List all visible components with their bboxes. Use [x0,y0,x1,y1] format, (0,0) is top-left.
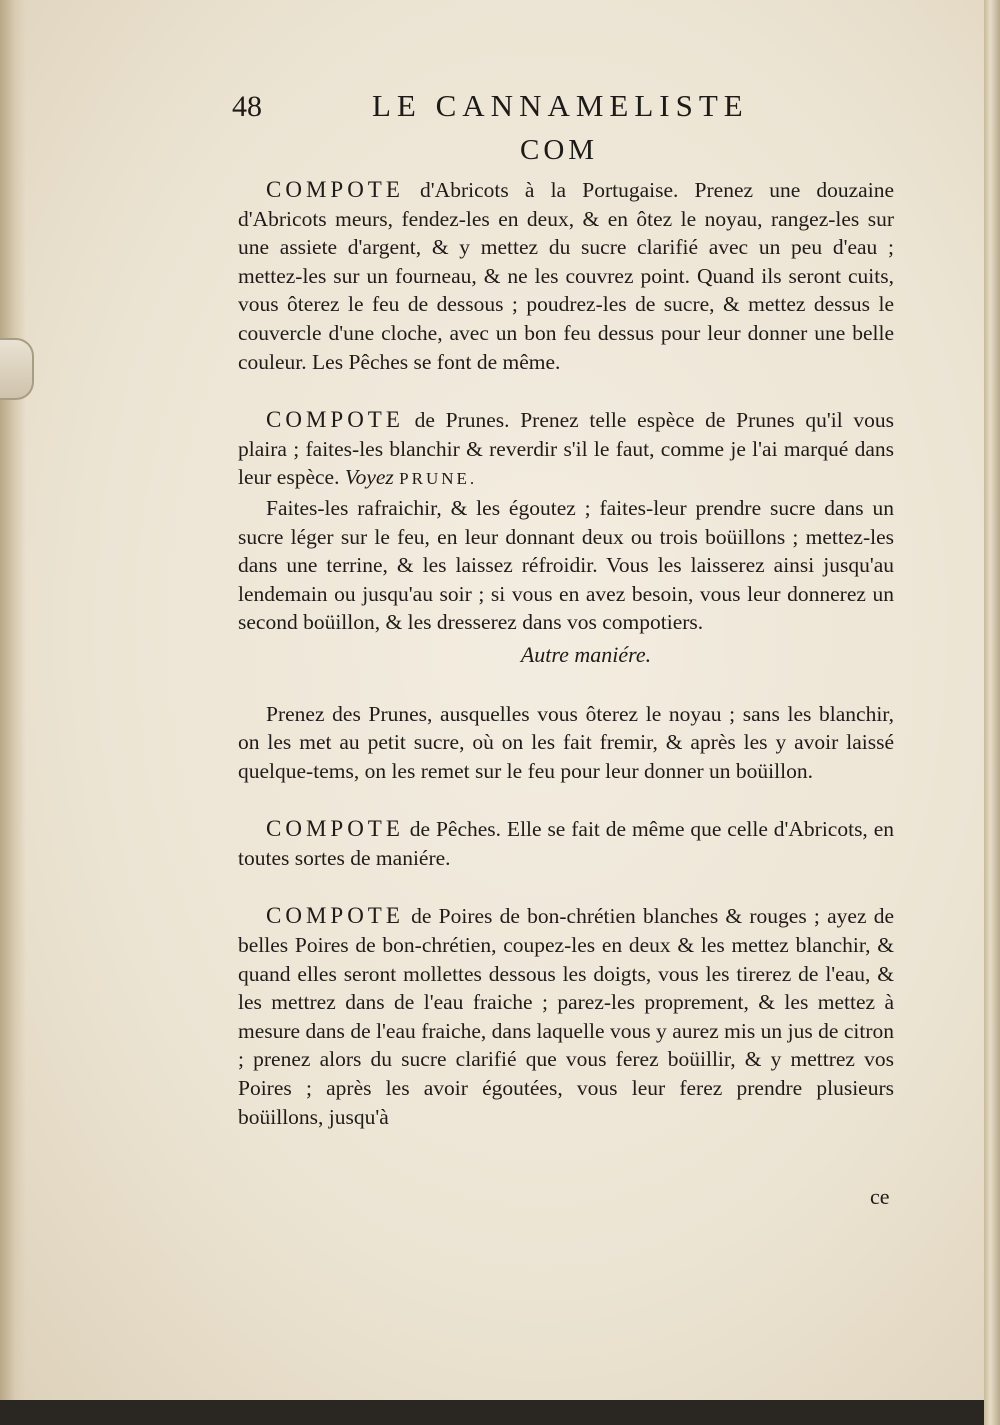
running-title: LE CANNAMELISTE [372,88,749,123]
entry-prunes [238,406,894,494]
entry-abricots [238,176,894,376]
page-body [238,176,894,1131]
subheading: Autre maniére. [520,641,652,667]
book-gutter [0,0,26,1400]
entry-peches [238,815,894,872]
next-leaf-edge [984,0,1000,1425]
page-clip [0,338,34,400]
entry-headword: COMPOTE [266,177,404,202]
cross-reference-target: PRUNE. [399,469,478,489]
entry-poires [238,902,894,1131]
paragraph-faites: Faites-les rafraichir, & les égoutez ; faites-leur prendre sucre dans un sucre léger sur le feu, en leur donnant deux ou trois boüillons ; mettez-les dans une terrine, & les laissez réfroidir. Vous les laisserez ainsi jusqu'au lendemain ou jusqu'au soir ; si vous en avez besoin, vous leur donnerez un second boüillon, & les dresserez dans vos compotiers. [238,495,894,635]
section-heading: COM [520,134,599,166]
entry-headword: COMPOTE [266,407,404,433]
entry-text: de Poires de bon-chrétien blanches & rouges ; ayez de belles Poires de bon-chrétien, coupez-les en deux & les mettez blanchir, & quand elles seront mollettes dessous les doigts, vous les tirerez de l'eau, & les mettrez dans de l'eau fraiche ; parez-les proprement, & les mettez à mesure dans de l'eau fraiche, dans laquelle vous y aurez mis un jus de citron ; prenez alors du sucre clarifié que vous ferez boüillir, & y mettrez vos Poires ; après les avoir égoutées, vous leur ferez prendre plusieurs boüillons, jusqu'à [238,904,894,1129]
page-number: 48 [232,90,262,123]
entry-headword: COMPOTE [266,816,404,842]
entry-text: d'Abricots à la Portugaise. Prenez une douzaine d'Abricots meurs, fendez-les en deux, & en ôtez le noyau, rangez-les sur une assiete d'argent, & y mettez du sucre clarifié avec un peu d'eau ; mettez-les sur un fourneau, & ne les couvrez point. Quand ils seront cuits, vous ôterez le feu de dessous ; poudrez-les de sucre, & mettez dessus le couvercle d'une cloche, avec un bon feu dessus pour leur donner une belle couleur. Les Pêches se font de même. [238,178,894,374]
paragraph-autre: Prenez des Prunes, ausquelles vous ôterez le noyau ; sans les blanchir, on les met au petit sucre, où on les fait fremir, & après les y avoir laissé quelque-tems, on les remet sur le feu pour leur donner un boüillon. [238,701,894,783]
entry-text: de Prunes. Prenez telle espèce de Prunes qu'il vous plaira ; faites-les blanchir & reverdir s'il le faut, comme je l'ai marqué dans leur espèce. [238,408,894,490]
cross-reference-label: Voyez [344,465,394,490]
page-header [232,84,892,134]
entry-headword: COMPOTE [266,903,404,929]
catchword: ce [870,1184,890,1209]
entry-text: de Pêches. Elle se fait de même que celle d'Abricots, en toutes sortes de maniére. [238,817,894,870]
